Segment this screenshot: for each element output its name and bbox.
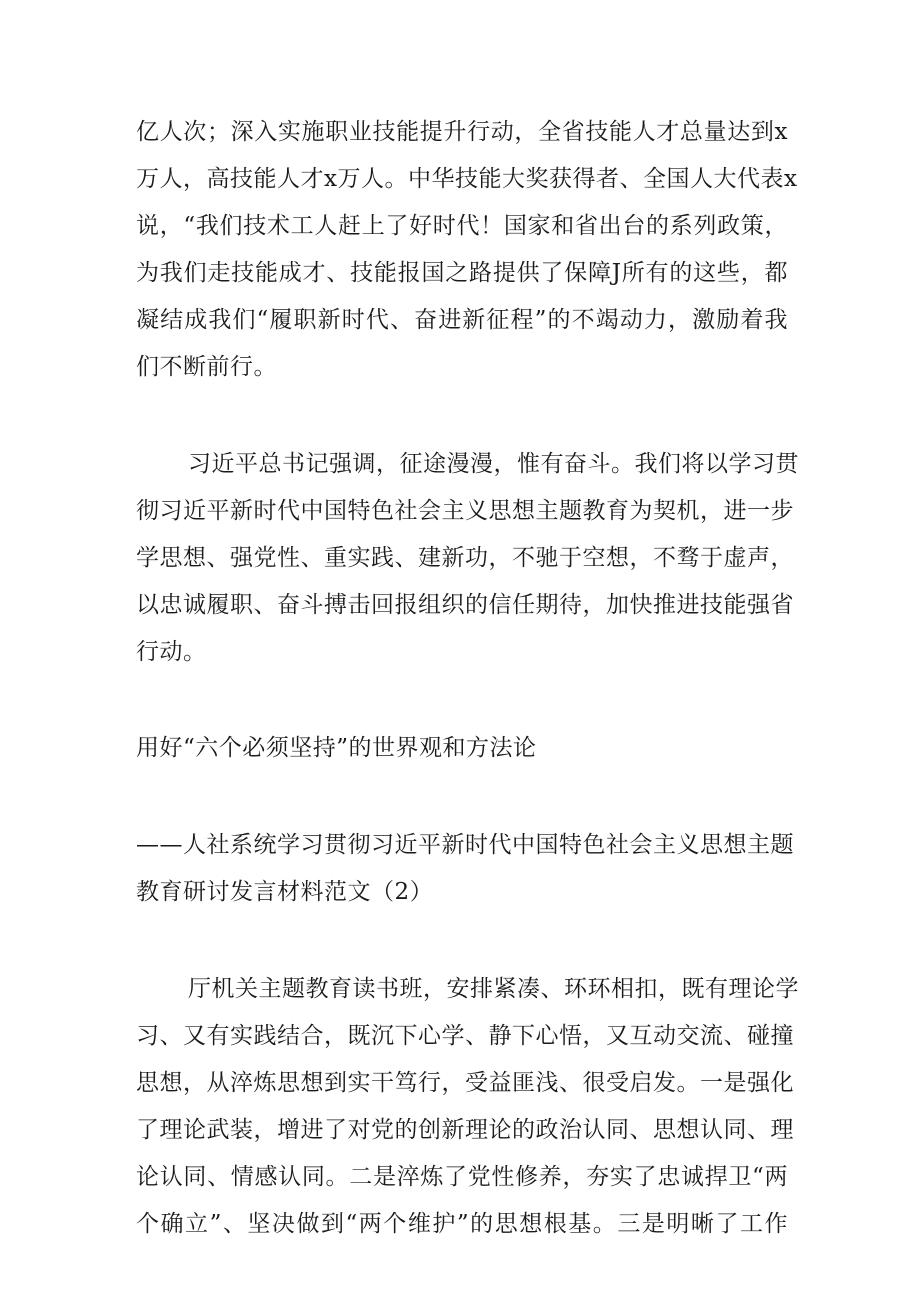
- paragraph-line: 学思想、强党性、重实践、建新功，不驰于空想，不骛于虚声，: [136, 545, 794, 571]
- subtitle-line: ——人社系统学习贯彻习近平新时代中国特色社会主义思想主题: [136, 832, 794, 858]
- paragraph-line: 思想，从淬炼思想到实干笃行，受益匪浅、很受启发。一是强化: [136, 1070, 794, 1096]
- paragraph-line: 个确立”、坚决做到“两个维护”的思想根基。三是明晰了工作: [136, 1211, 788, 1237]
- subtitle-line: 教育研讨发言材料范文（2）: [136, 879, 434, 905]
- paragraph-line: 习、又有实践结合，既沉下心学、静下心悟，又互动交流、碰撞: [136, 1023, 794, 1049]
- paragraph-line: 们不断前行。: [136, 354, 277, 380]
- paragraph-line: 了理论武装，增进了对党的创新理论的政治认同、思想认同、理: [136, 1117, 794, 1143]
- paragraph-line: 为我们走技能成才、技能报国之路提供了保障J所有的这些，都: [136, 260, 788, 286]
- paragraph-line: 厅机关主题教育读书班，安排紧凑、环环相扣，既有理论学: [188, 976, 799, 1002]
- paragraph-line: 彻习近平新时代中国特色社会主义思想主题教育为契机，进一步: [136, 498, 794, 524]
- article-title: 用好“六个必须坚持”的世界观和方法论: [136, 735, 537, 761]
- paragraph-line: 亿人次；深入实施职业技能提升行动，全省技能人才总量达到x: [136, 119, 788, 145]
- paragraph-line: 说，“我们技术工人赶上了好时代！国家和省出台的系列政策，: [136, 213, 788, 239]
- paragraph-line: 凝结成我们“履职新时代、奋进新征程”的不竭动力，激励着我: [136, 307, 788, 333]
- paragraph-line: 行动。: [136, 639, 207, 665]
- paragraph-line: 习近平总书记强调，征途漫漫，惟有奋斗。我们将以学习贯: [188, 451, 799, 477]
- paragraph-line: 万人，高技能人才x万人。中华技能大奖获得者、全国人大代表x: [136, 166, 798, 192]
- paragraph-line: 论认同、情感认同。二是淬炼了党性修养，夯实了忠诚捍卫“两: [136, 1164, 788, 1190]
- paragraph-line: 以忠诚履职、奋斗搏击回报组织的信任期待，加快推进技能强省: [136, 592, 794, 618]
